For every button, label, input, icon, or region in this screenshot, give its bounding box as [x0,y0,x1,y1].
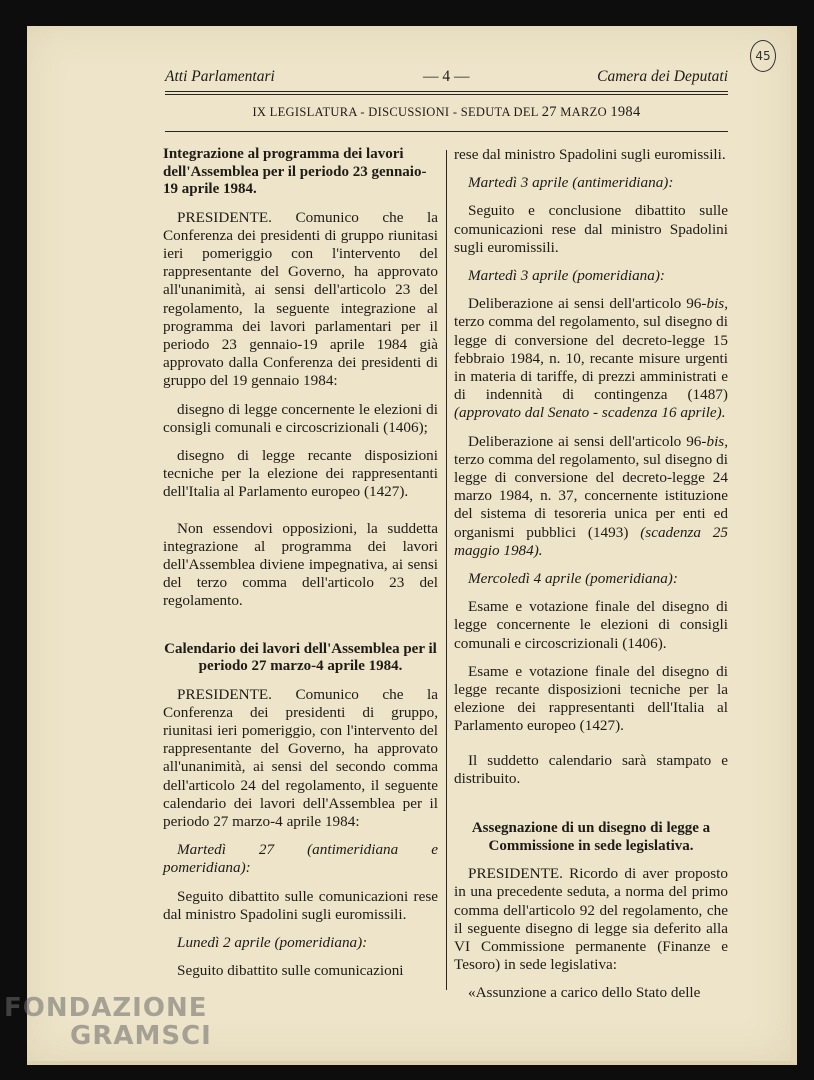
paragraph: PRESIDENTE. Comunico che la Conferenza dei presidenti di gruppo, riunitasi ieri pomeriggio, con l'intervento del rappresentante del Governo, ha approvato all'unanimità, ai sensi del secondo comma dell'articolo 24 del regolamento, il seguente calendario dei lavori dell'Assemblea per il periodo 27 marzo-4 aprile 1984: [163,685,438,830]
session-year: 1984 [610,104,641,120]
paragraph: Esame e votazione finale del disegno di legge recante disposizioni tecniche per la elezione dei rappresentanti dell'Italia al Parlamento europeo (1427). [454,662,728,735]
text-run-italic: bis [706,295,725,313]
section-heading-calendario: Calendario dei lavori dell'Assemblea per il periodo 27 marzo-4 aprile 1984. [164,640,437,675]
section-heading-assegnazione: Assegnazione di un disegno di legge a Commissione in sede legislativa. [471,820,711,854]
paragraph: Seguito e conclusione dibattito sulle comunicazioni rese dal ministro Spadolini sugli euromissili. [454,202,728,256]
paragraph: Il suddetto calendario sarà stampato e distribuito. [454,751,728,787]
session-line [165,104,728,121]
column-divider [446,150,447,990]
paragraph: PRESIDENTE. Ricordo di aver proposto in una precedente seduta, a norma del primo comma dell'articolo 92 del regolamento, che il seguente disegno di legge sia deferito alla VI Commissione permanente (Finanze e Tesoro) in sede legislativa: [454,865,728,974]
archive-watermark [4,994,212,1050]
text-run: , terzo comma del regolamento, sul disegno di legge di conversione del decreto-legge 15 febbraio 1984, n. 10, recante misure urgenti in materia di tariffe, di prezzi amministrati e di indennità di contingenza (1487) [454,295,728,404]
paragraph [454,295,728,422]
header-rule-top [165,91,728,92]
date-entry: Lunedì 2 aprile (pomeridiana): [177,934,368,951]
paragraph: Esame e votazione finale del disegno di legge concernente le elezioni di consigli comunali e circoscrizionali (1406). [454,598,728,652]
paragraph: Non essendovi opposizioni, la suddetta integrazione al programma dei lavori dell'Assemblea diviene impegnativa, ai sensi del terzo comma dell'articolo 23 del regolamento. [163,519,438,610]
left-column [163,146,438,990]
paragraph: disegno di legge concernente le elezioni di consigli comunali e circoscrizionali (1406); [163,400,438,436]
watermark-line-2: GRAMSCI [70,1021,212,1051]
session-line-text: IX LEGISLATURA - DISCUSSIONI - SEDUTA DEL [252,105,542,119]
header-left: Atti Parlamentari [165,68,275,85]
subheader-rule [165,131,728,132]
paragraph: rese dal ministro Spadolini sugli euromissili. [454,146,726,163]
paragraph: Seguito dibattito sulle comunicazioni [177,962,404,980]
header-page-number: — 4 — [423,68,470,85]
text-run-italic: bis [706,432,725,450]
page-number-stamp: 45 [750,40,776,72]
right-column [454,146,728,1013]
paragraph: Seguito dibattito sulle comunicazioni rese dal ministro Spadolini sugli euromissili. [163,887,438,923]
paragraph: disegno di legge recante disposizioni tecniche per la elezione dei rappresentanti dell'Italia al Parlamento europeo (1427). [163,446,438,501]
date-entry: Martedì 3 aprile (antimeridiana): [468,174,674,192]
text-run-italic: (approvato dal Senato - scadenza 16 aprile). [454,404,726,422]
header-right: Camera dei Deputati [597,68,728,85]
paragraph: «Assunzione a carico dello Stato delle [468,984,701,1002]
text-run: Deliberazione ai sensi dell'articolo 96- [468,432,707,450]
paragraph: PRESIDENTE. Comunico che la Conferenza dei presidenti di gruppo riunitasi ieri pomeriggio con l'intervento del rappresentante del Governo, ha approvato all'unanimità, ai sensi dell'articolo 23 del regolamento, la seguente integrazione al programma dei lavori parlamentari per il periodo 23 gennaio-19 aprile 1984 già approvato dalla Conferenza dei presidenti di gruppo del 19 gennaio 1984: [163,208,438,390]
text-run: Deliberazione ai sensi dell'articolo 96- [468,295,707,313]
text-run: , terzo comma del regolamento, sul disegno di legge di conversione del decreto-legge 24 marzo 1984, n. 37, concernente istituzione del sistema di tesoreria unica per enti ed organismi pubblici (1493) [454,432,728,541]
session-day: 27 [541,104,557,120]
header-rule-bottom [165,94,728,95]
paragraph [454,433,728,560]
section-heading-integrazione: Integrazione al programma dei lavori dell'Assemblea per il periodo 23 gennaio-19 aprile 1984. [163,146,427,197]
date-entry: Martedì 3 aprile (pomeridiana): [468,267,665,285]
session-month: MARZO [556,105,611,119]
running-header [165,68,728,90]
watermark-line-1: FONDAZIONE [4,993,208,1023]
date-entry: Mercoledì 4 aprile (pomeridiana): [468,570,678,588]
date-entry: Martedì 27 (antimeridiana e pomeridiana): [163,841,438,877]
text-run-italic: (scadenza 25 maggio 1984). [454,523,728,559]
